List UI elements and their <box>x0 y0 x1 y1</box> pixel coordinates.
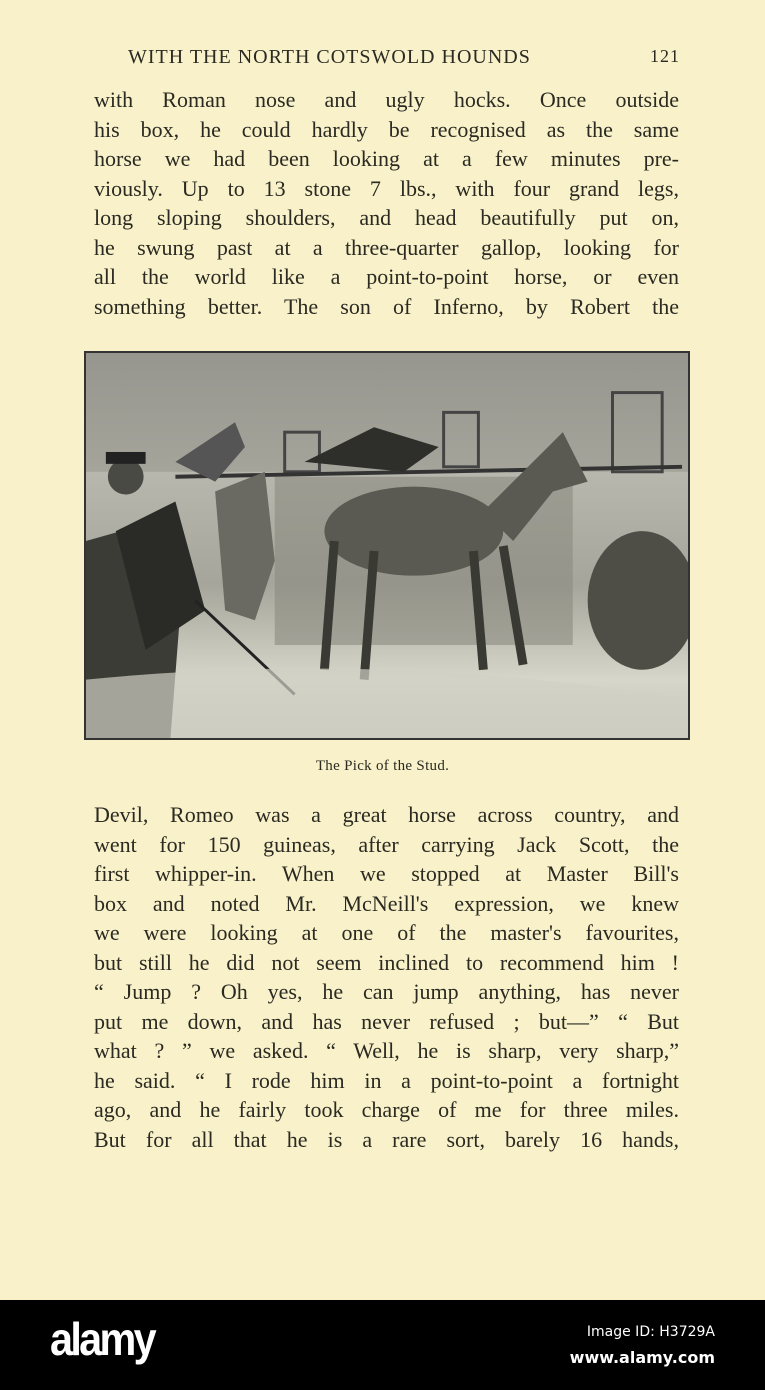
site-url: www.alamy.com <box>569 1348 715 1367</box>
paragraph-bottom <box>94 800 679 1154</box>
text-line: “ Jump ? Oh yes, he can jump anything, has never <box>94 979 679 1004</box>
text-line: put me down, and has never refused ; but—” “ But <box>94 1008 679 1034</box>
watermark-footer <box>0 1300 765 1390</box>
image-id: Image ID: H3729A <box>586 1324 715 1340</box>
illustration-caption: The Pick of the Stud. <box>315 758 450 774</box>
text-line: Devil, Romeo was a great horse across country, and <box>94 802 679 827</box>
text-line: he swung past at a three-quarter gallop, looking for <box>94 234 679 260</box>
text-line: all the world like a point-to-point horse, or even <box>94 264 679 289</box>
alamy-logo: alamy <box>50 1313 154 1365</box>
text-line: something better. The son of Inferno, by Robert the <box>94 293 679 319</box>
text-line: box and noted Mr. McNeill's expression, we knew <box>94 890 679 916</box>
running-title: WITH THE NORTH COTSWOLD HOUNDS <box>128 46 531 68</box>
running-header <box>128 46 680 69</box>
text-line: ago, and he fairly took charge of me for three miles. <box>94 1097 679 1122</box>
text-line: horse we had been looking at a few minutes pre- <box>94 146 679 171</box>
text-line: we were looking at one of the master's favourites, <box>94 920 679 945</box>
text-line: his box, he could hardly be recognised as the same <box>94 116 679 142</box>
text-line: viously. Up to 13 stone 7 lbs., with four grand legs, <box>94 175 679 201</box>
text-line: he said. “ I rode him in a point-to-point a fortnight <box>94 1067 679 1093</box>
text-line: But for all that he is a rare sort, barely 16 hands, <box>94 1126 679 1152</box>
text-line: went for 150 guineas, after carrying Jack Scott, the <box>94 831 679 857</box>
page-number: 121 <box>650 46 680 66</box>
text-line: long sloping shoulders, and head beautifully put on, <box>94 205 679 230</box>
text-line: what ? ” we asked. “ Well, he is sharp, very sharp,” <box>94 1038 679 1063</box>
text-line: with Roman nose and ugly hocks. Once outside <box>94 87 679 112</box>
text-line: first whipper-in. When we stopped at Master Bill's <box>94 861 679 886</box>
paragraph-top <box>94 85 679 321</box>
illustration-stable-horses <box>84 351 690 740</box>
text-line: but still he did not seem inclined to recommend him ! <box>94 949 679 975</box>
